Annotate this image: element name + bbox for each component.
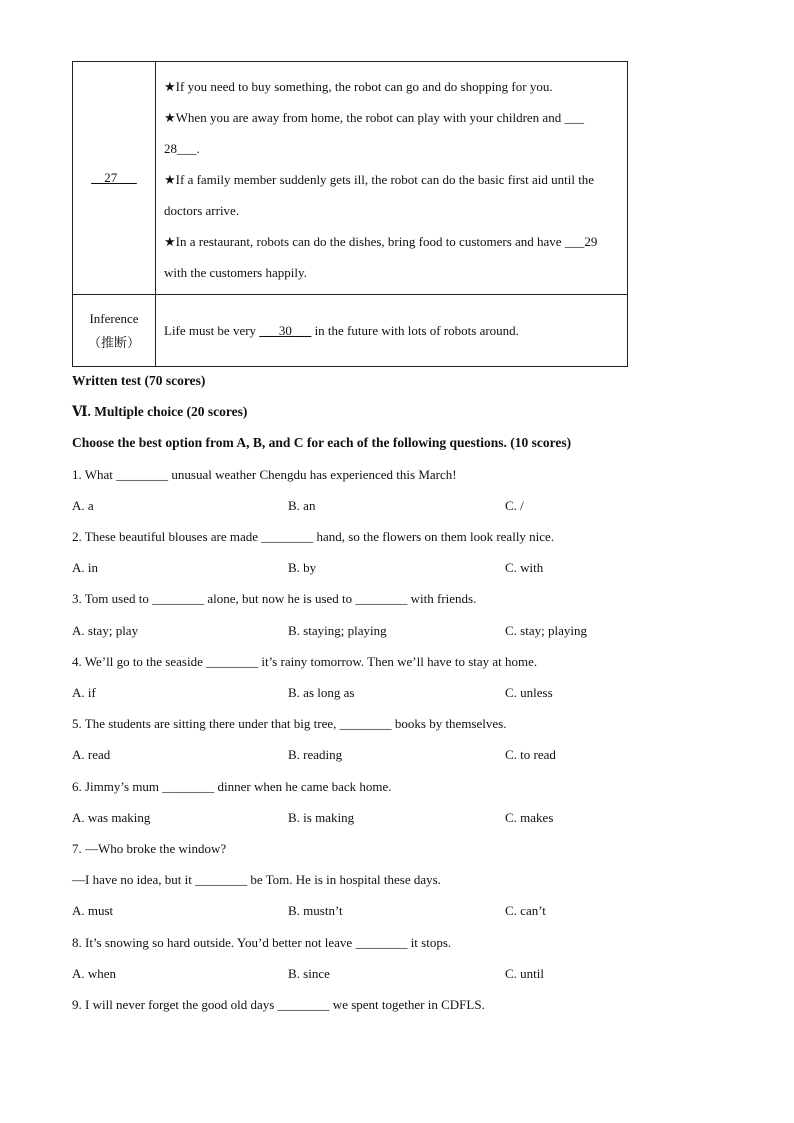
option-b: B. as long as	[288, 685, 355, 700]
table-row	[73, 295, 628, 367]
option-a: A. a	[72, 498, 94, 513]
list-item: with the customers happily.	[164, 265, 307, 280]
option-b: B. is making	[288, 810, 355, 825]
option-a: A. read	[72, 747, 111, 762]
option-c: C. can’t	[505, 903, 546, 918]
robot-info-table	[72, 61, 628, 367]
question-7: 7. —Who broke the window?	[72, 841, 227, 856]
written-test-heading: Written test (70 scores)	[72, 373, 206, 388]
option-c: C. unless	[505, 685, 553, 700]
list-item: ★When you are away from home, the robot can play with your children and ___	[164, 110, 584, 125]
list-item: ★If a family member suddenly gets ill, the robot can do the basic first aid until the	[164, 172, 595, 187]
option-c: C. /	[505, 498, 524, 513]
inference-label: Inference	[89, 310, 139, 326]
question-9: 9. I will never forget the good old days ________ we spent together in CDFLS.	[72, 997, 485, 1012]
question-8: 8. It’s snowing so hard outside. You’d better not leave ________ it stops.	[72, 935, 452, 950]
table-cell-label	[73, 295, 156, 367]
table-cell-content	[156, 295, 628, 367]
option-b: B. reading	[288, 747, 343, 762]
question-4: 4. We’ll go to the seaside ________ it’s rainy tomorrow. Then we’ll have to stay at home.	[72, 654, 538, 669]
option-c: C. stay; playing	[505, 623, 587, 638]
inference-text-end: in the future with lots of robots around.	[311, 322, 519, 338]
question-2: 2. These beautiful blouses are made ________ hand, so the flowers on them look really nice.	[72, 529, 555, 544]
question-5: 5. The students are sitting there under that big tree, ________ books by themselves.	[72, 716, 507, 731]
question-7-response: —I have no idea, but it ________ be Tom. He is in hospital these days.	[72, 872, 441, 887]
option-a: A. when	[72, 966, 117, 981]
option-a: A. must	[72, 903, 114, 918]
list-item: ★If you need to buy something, the robot can go and do shopping for you.	[164, 79, 553, 94]
option-a: A. if	[72, 685, 96, 700]
blank-30: ___30___	[259, 322, 312, 338]
table-cell-label	[73, 62, 156, 295]
inference-text: Life must be very	[164, 322, 260, 338]
inference-label-chinese: （推断）	[87, 334, 140, 350]
section-heading: Ⅵ. Multiple choice (20 scores)	[72, 404, 248, 419]
option-b: B. an	[288, 498, 316, 513]
option-b: B. staying; playing	[288, 623, 387, 638]
option-a: A. stay; play	[72, 623, 139, 638]
question-3: 3. Tom used to ________ alone, but now he is used to ________ with friends.	[72, 591, 477, 606]
option-c: C. makes	[505, 810, 554, 825]
option-a: A. in	[72, 560, 98, 575]
question-6: 6. Jimmy’s mum ________ dinner when he came back home.	[72, 779, 392, 794]
option-a: A. was making	[72, 810, 151, 825]
table-row	[73, 62, 628, 295]
list-item: 28___.	[164, 141, 200, 156]
instruction-heading: Choose the best option from A, B, and C for each of the following questions. (10 scores)	[72, 435, 572, 450]
option-c: C. with	[505, 560, 544, 575]
list-item: ★In a restaurant, robots can do the dishes, bring food to customers and have ___29	[164, 234, 598, 249]
option-c: C. until	[505, 966, 545, 981]
table-cell-content	[156, 62, 628, 295]
question-1: 1. What ________ unusual weather Chengdu has experienced this March!	[72, 467, 457, 482]
option-c: C. to read	[505, 747, 556, 762]
option-b: B. since	[288, 966, 330, 981]
blank-27: __27___	[91, 170, 137, 185]
list-item: doctors arrive.	[164, 203, 240, 218]
option-b: B. by	[288, 560, 317, 575]
option-b: B. mustn’t	[288, 903, 343, 918]
